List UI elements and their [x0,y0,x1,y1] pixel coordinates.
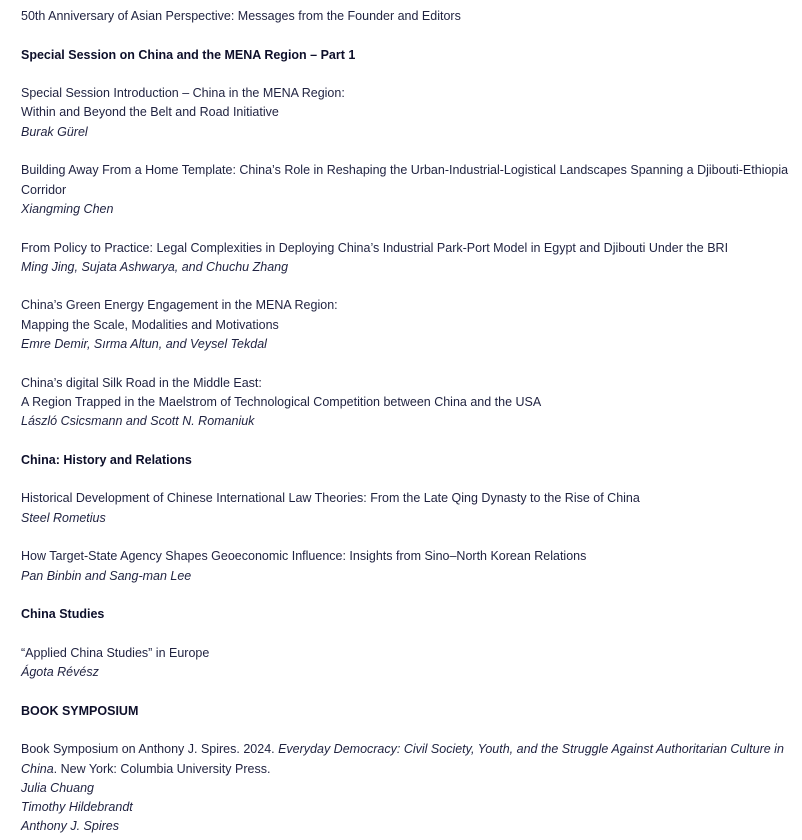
article-title[interactable] [21,296,792,335]
article-title[interactable]: “Applied China Studies” in Europe [21,645,210,660]
article-authors: Ming Jing, Sujata Ashwarya, and Chuchu Zhang [21,259,289,274]
article-entry [21,644,792,683]
article-title-line[interactable]: Mapping the Scale, Modalities and Motivations [21,317,279,332]
section-heading-special-session: Special Session on China and the MENA Region – Part 1 [21,47,356,62]
symposium-author: Timothy Hildebrandt [21,800,133,815]
article-title[interactable]: From Policy to Practice: Legal Complexities in Deploying China’s Industrial Park-Port Model in Egypt and Djibouti Under the BRI [21,240,729,255]
article-entry [21,84,792,142]
article-title-line[interactable]: Within and Beyond the Belt and Road Initiative [21,105,279,120]
article-title[interactable]: How Target-State Agency Shapes Geoeconomic Influence: Insights from Sino–North Korean Relations [21,549,587,564]
anniversary-title[interactable]: 50th Anniversary of Asian Perspective: Messages from the Founder and Editors [21,9,461,23]
article-authors: László Csicsmann and Scott N. Romaniuk [21,414,255,429]
article-entry [21,547,792,586]
book-title[interactable]: Everyday Democracy: Civil Society, Youth, and the Struggle Against Authoritarian Culture in China [21,742,784,776]
article-entry [21,296,792,354]
article-authors: Pan Binbin and Sang-man Lee [21,568,192,583]
article-title-line[interactable]: China’s Green Energy Engagement in the MENA Region: [21,298,338,313]
article-title[interactable] [21,374,792,413]
article-authors: Burak Gürel [21,124,88,139]
article-entry [21,374,792,432]
symposium-author: Anthony J. Spires [21,819,119,834]
section-heading-china-studies: China Studies [21,607,105,622]
article-title[interactable] [21,84,792,123]
article-title[interactable]: Building Away From a Home Template: China’s Role in Reshaping the Urban-Industrial-Logistical Landscapes Spanning a Djibouti-Ethiopia Corridor [21,163,789,197]
book-symposium-title-suffix[interactable]: . New York: Columbia University Press. [53,761,271,776]
article-authors: Ágota Révész [21,665,99,680]
article-title-line[interactable]: A Region Trapped in the Maelstrom of Technological Competition between China and the USA [21,394,542,409]
book-symposium-title[interactable] [21,740,792,779]
book-symposium-entry [21,740,792,836]
book-symposium-title-prefix[interactable]: Book Symposium on Anthony J. Spires. 2024. [21,742,279,757]
symposium-author: Julia Chuang [21,780,94,795]
article-entry [21,489,792,528]
section-heading-book-symposium: BOOK SYMPOSIUM [21,703,139,718]
section-heading-history-relations: China: History and Relations [21,452,192,467]
article-title[interactable]: Historical Development of Chinese International Law Theories: From the Late Qing Dynasty to the Rise of China [21,491,640,506]
article-authors: Steel Rometius [21,510,106,525]
article-authors: Xiangming Chen [21,201,114,216]
article-entry [21,239,792,278]
article-title-line[interactable]: China’s digital Silk Road in the Middle East: [21,375,262,390]
article-title-line[interactable]: Special Session Introduction – China in the MENA Region: [21,86,345,101]
article-entry [21,161,792,219]
article-authors: Emre Demir, Sırma Altun, and Veysel Tekdal [21,337,267,352]
